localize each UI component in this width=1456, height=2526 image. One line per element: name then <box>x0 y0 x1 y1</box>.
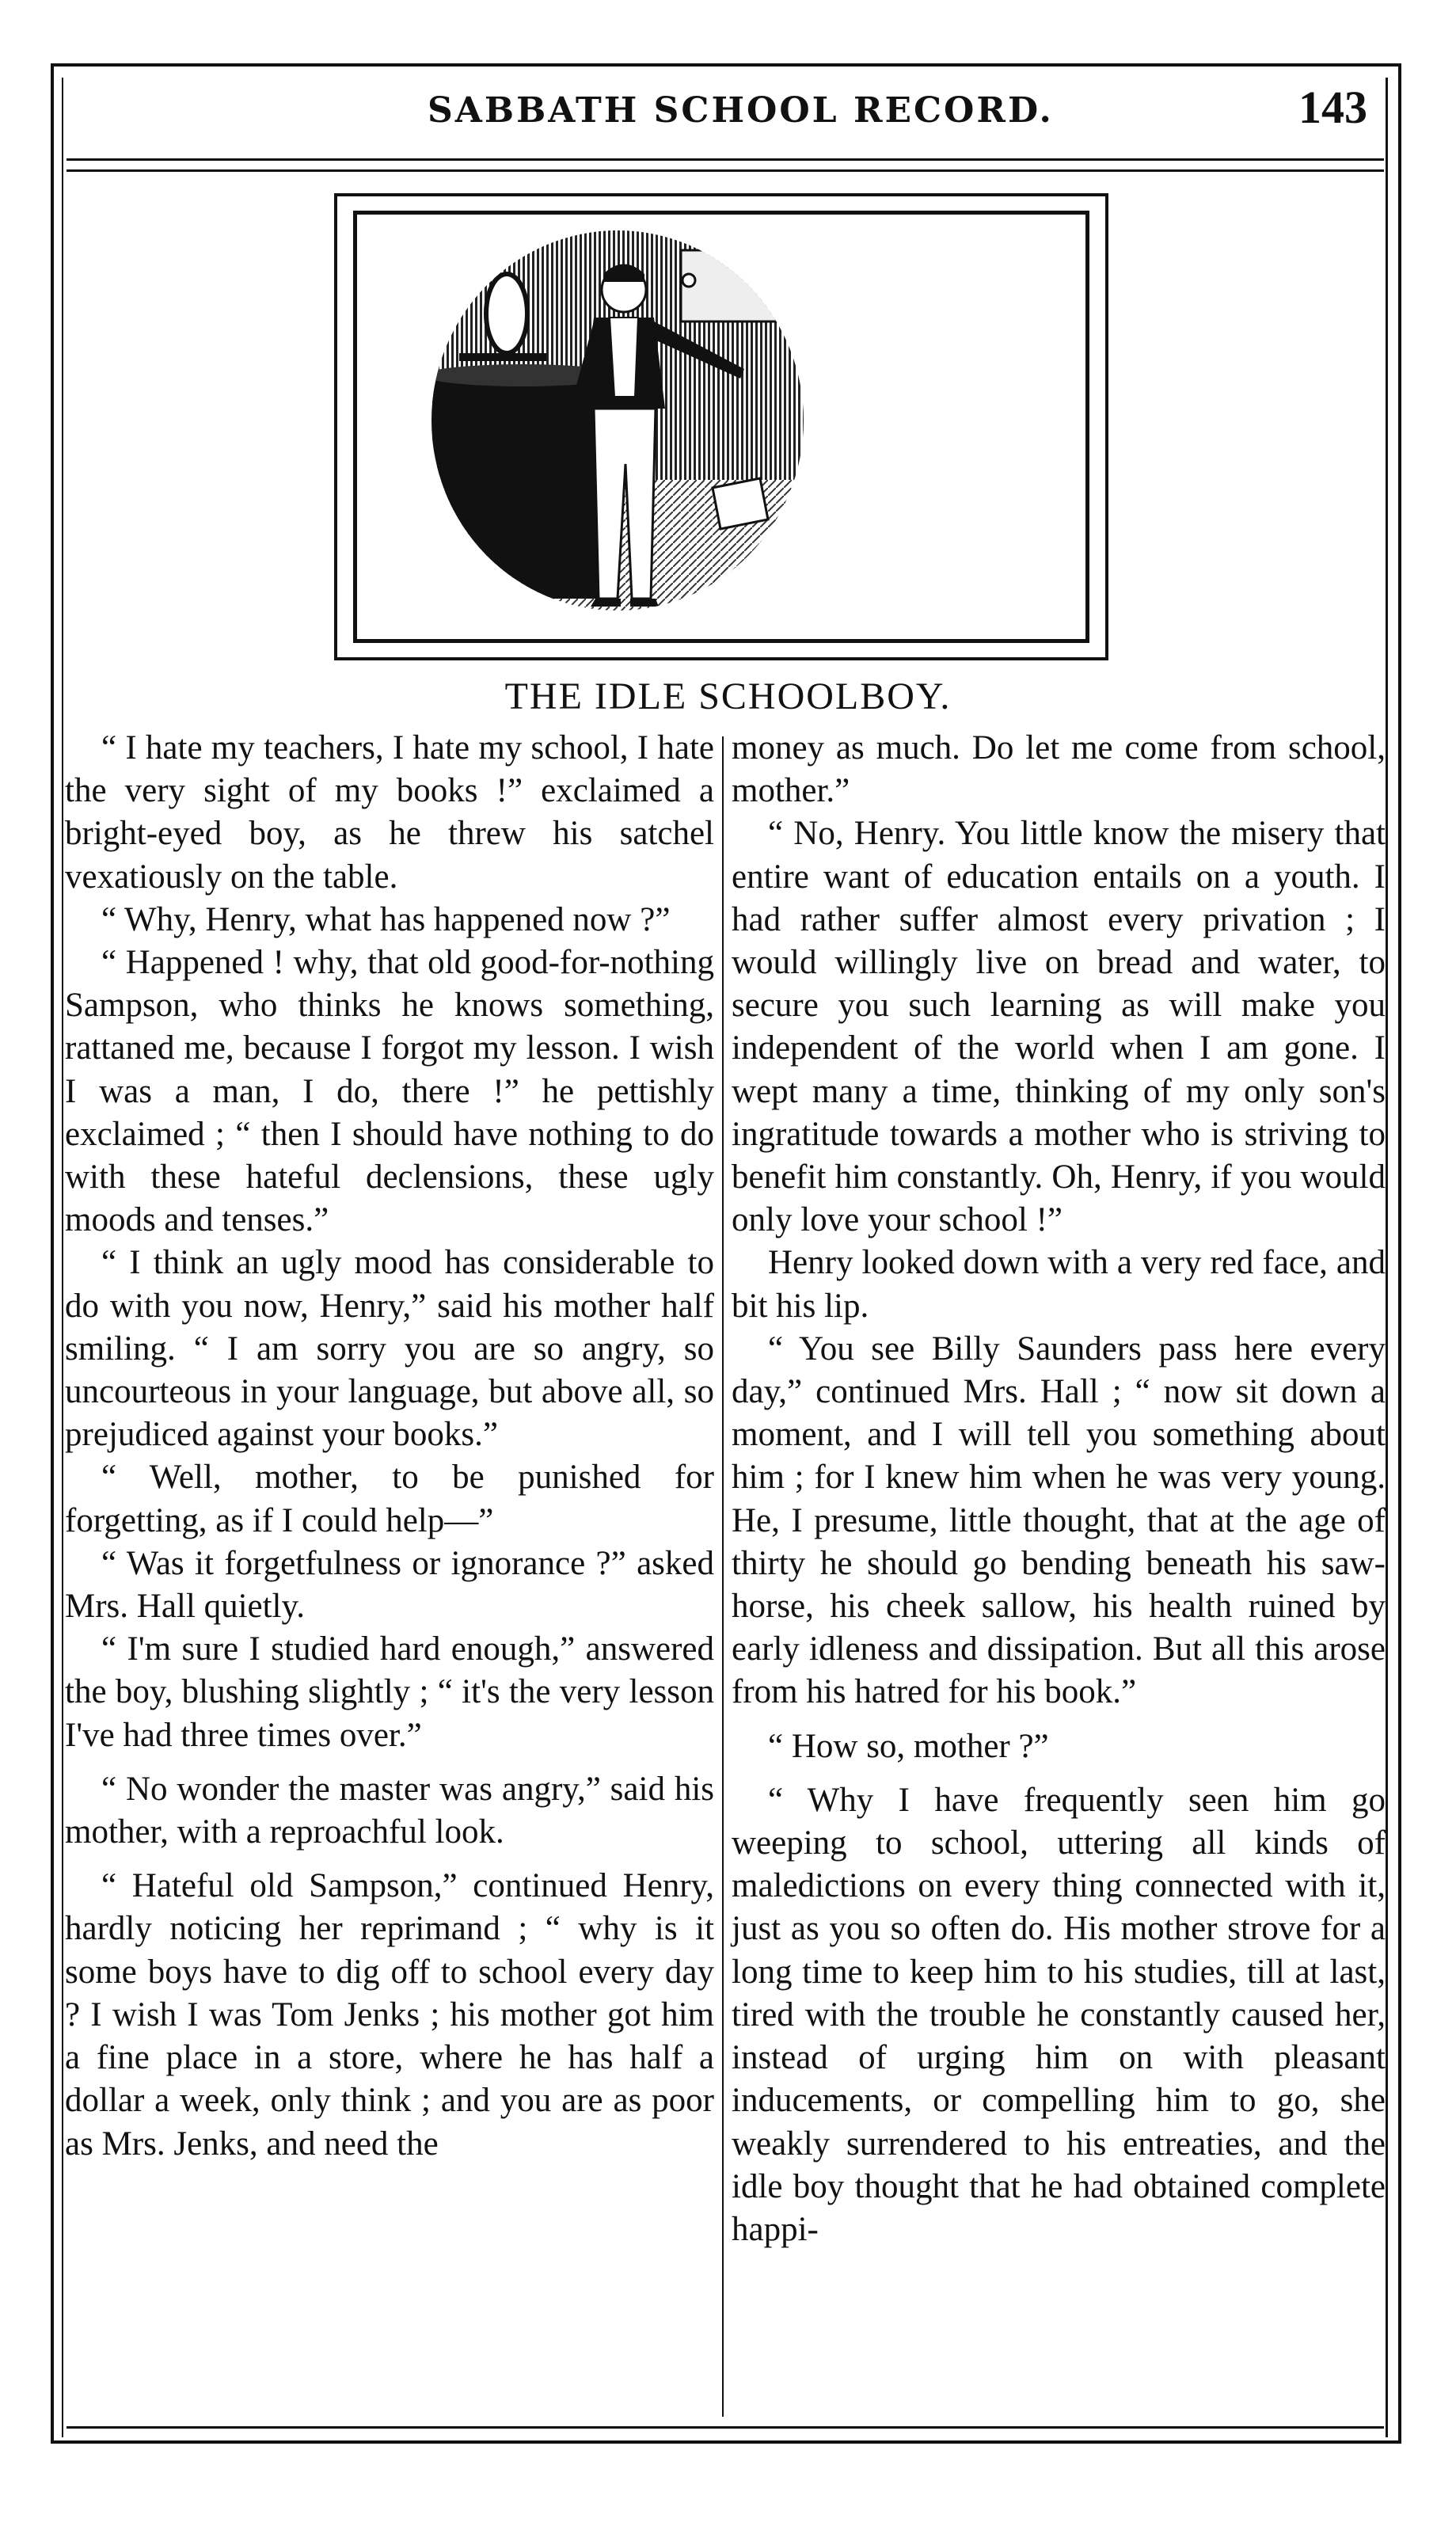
paragraph: “ Happened ! why, that old good-for-nothing Sampson, who thinks he knows something, rattaned me, because I forgot my lesson. I wish I was a man, I do, there !” he pettishly exclaimed ; “ then I should have nothing to do with these hateful declensions, these ugly moods and tenses.” <box>65 944 714 1239</box>
paragraph: “ Why I have frequently seen him go weeping to school, uttering all kinds of maledictions on every thing connected with it, just as you so often do. His mother strove for a long time to keep him to his studies, till at last, tired with the trouble he constantly caused her, instead of urging him on with pleasant inducements, or compelling him to go, she weakly surrendered to his entreaties, and the idle boy thought that he had obtained complete happi- <box>732 1781 1386 2248</box>
paragraph: “ Well, mother, to be punished for forgetting, as if I could help—” <box>65 1459 714 1539</box>
paragraph: Henry looked down with a very red face, and bit his lip. <box>732 1244 1386 1325</box>
header-rule <box>67 169 1384 172</box>
left-border-rule <box>62 78 63 2437</box>
paragraph: “ I'm sure I studied hard enough,” answered the boy, blushing slightly ; “ it's the very lesson I've had three times over.” <box>65 1630 714 1754</box>
paragraph: “ I hate my teachers, I hate my school, I hate the very sight of my books !” exclaimed a bright-eyed boy, as he threw his satchel vexatiously on the table. <box>65 729 714 896</box>
paragraph: “ I think an ugly mood has considerable to do with you now, Henry,” said his mother half smiling. “ I am sorry you are so angry, so uncourteous in your language, but above all, so prejudiced against your books.” <box>65 1244 714 1454</box>
paragraph: “ How so, mother ?” <box>768 1727 1049 1765</box>
paragraph: “ Why, Henry, what has happened now ?” <box>101 900 671 938</box>
right-border-rule <box>1386 78 1388 2437</box>
schoolboy-engraving-icon <box>428 226 808 614</box>
paragraph: money as much. Do let me come from school, mother.” <box>732 729 1386 810</box>
paragraph: “ You see Billy Saunders pass here every day,” continued Mrs. Hall ; “ now sit down a moment, and I will tell you something about him ; for I knew him when he was very young. He, I presume, little thought, that at the age of thirty he should go bending beneath his saw-horse, his cheek sallow, his health ruined by early idleness and dissipation. But all this arose from his hatred for his book.” <box>732 1330 1386 1711</box>
header-rule <box>67 158 1384 161</box>
paragraph: “ Was it forgetfulness or ignorance ?” asked Mrs. Hall quietly. <box>65 1544 714 1626</box>
running-title: SABBATH SCHOOL RECORD. <box>428 90 1054 131</box>
paragraph: “ Hateful old Sampson,” continued Henry, hardly noticing her reprimand ; “ why is it some boys have to dig off to school every day ? I wish I was Tom Jenks ; his mother got him a fine place in a store, where he has half a dollar a week, only think ; and you are as poor as Mrs. Jenks, and need the <box>65 1867 714 2163</box>
left-column <box>65 727 714 2166</box>
right-column <box>732 727 1386 2251</box>
page-number: 143 <box>1298 82 1367 133</box>
column-divider <box>722 736 724 2417</box>
paragraph: “ No, Henry. You little know the misery that entire want of education entails on a youth. I had rather suffer almost every privation ; I would willingly live on bread and water, to secure you such learning as will make you independent of the world when I am gone. I wept many a time, thinking of my only son's ingratitude towards a mother who is striving to benefit him constantly. Oh, Henry, if you would only love your school !” <box>732 815 1386 1239</box>
footer-rule <box>67 2426 1384 2429</box>
article-title: THE IDLE SCHOOLBOY. <box>504 675 952 717</box>
paragraph: “ No wonder the master was angry,” said his mother, with a reproachful look. <box>65 1770 714 1851</box>
